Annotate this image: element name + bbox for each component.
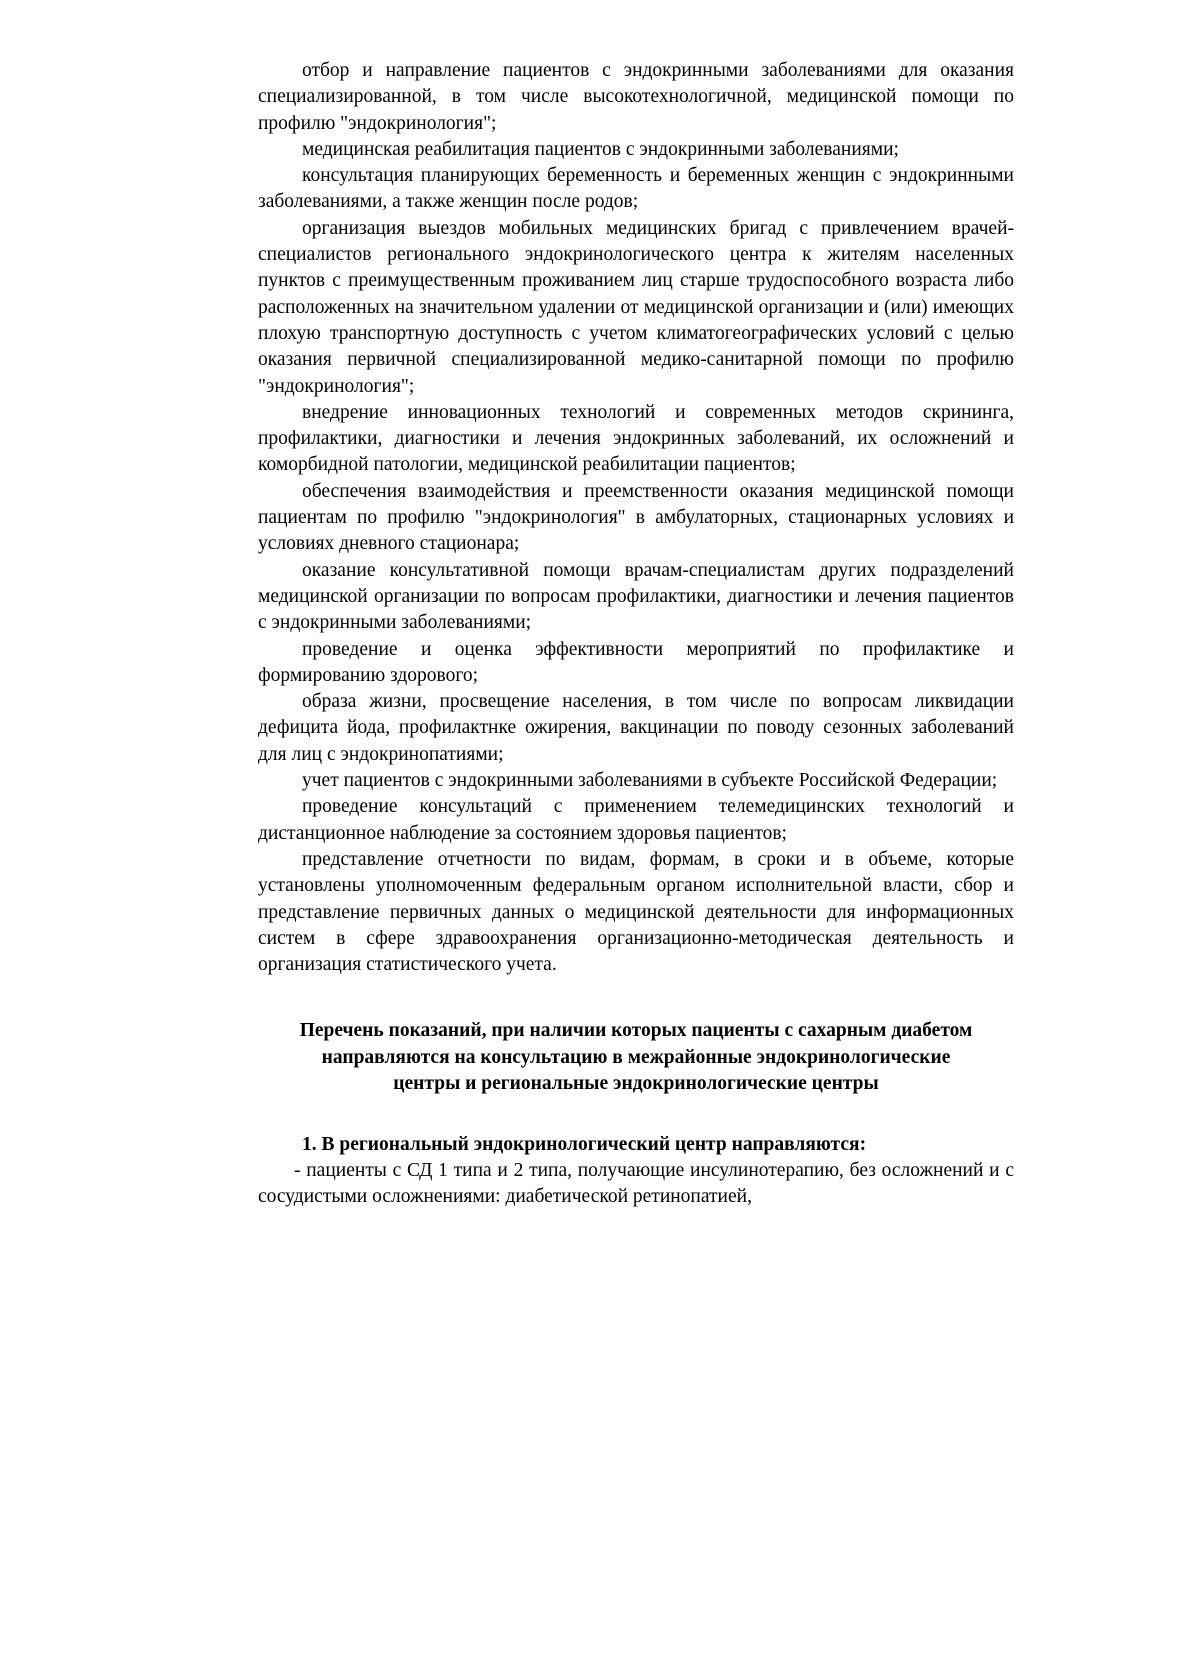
paragraph-pregnancy-consultation: консультация планирующих беременность и беременных женщин с эндокринными заболеваниями, а также женщин после родов; — [258, 165, 1014, 213]
paragraph-innovative-technologies: внедрение инновационных технологий и современных методов скрининга, профилактики, диагностики и лечения эндокринных заболеваний, их осложнений и коморбидной патологии, медицинской реабилитации пациентов; — [258, 401, 1014, 476]
paragraph-consultative-help: оказание консультативной помощи врачам-специалистам других подразделений медицинской организации по вопросам профилактики, диагностики и лечения пациентов с эндокринными заболеваниями; — [258, 559, 1014, 634]
paragraph-patient-registry: учет пациентов с эндокринными заболеваниями в субъекте Российской Федерации; — [302, 770, 998, 792]
document-page — [258, 58, 1014, 1211]
paragraph-reporting: представление отчетности по видам, формам, в сроки и в объеме, которые установлены уполномоченным федеральным органом исполнительной власти, сбор и представление первичных данных о медицинской деятельности для информационных систем в сфере здравоохранения организационно-методическая деятельность и организация статистического учета. — [258, 848, 1014, 976]
paragraph-interaction: обеспечения взаимодействия и преемственности оказания медицинской помощи пациентам по профилю "эндокринология" в амбулаторных, стационарных условиях и условиях дневного стационара; — [258, 480, 1014, 555]
paragraph-prevention-evaluation: проведение и оценка эффективности мероприятий по профилактике и формированию здорового; — [258, 638, 1014, 686]
paragraph-patient-referral: отбор и направление пациентов с эндокринными заболеваниями для оказания специализированной, в том числе высокотехнологичной, медицинской помощи по профилю "эндокринология"; — [258, 60, 1014, 134]
paragraph-telemedicine: проведение консультаций с применением телемедицинских технологий и дистанционное наблюдение за состоянием здоровья пациентов; — [258, 796, 1014, 844]
list-item: - пациенты с СД 1 типа и 2 типа, получающие инсулинотерапию, без осложнений и с сосудистыми осложнениями: диабетической ретинопатией, — [258, 1160, 1014, 1208]
paragraph-lifestyle-education: образа жизни, просвещение населения, в том числе по вопросам ликвидации дефицита йода, профилактнке ожирения, вакцинации по поводу сезонных заболеваний для лиц с эндокринопатиями; — [258, 691, 1014, 765]
section-heading: Перечень показаний, при наличии которых пациенты с сахарным диабетом направляются на консультацию в межрайонные эндокринологические центры и региональные эндокринологические центры — [299, 1020, 973, 1095]
paragraph-rehabilitation: медицинская реабилитация пациентов с эндокринными заболеваниями; — [302, 138, 899, 160]
section-subheading: 1. В региональный эндокринологический центр направляются: — [302, 1133, 867, 1155]
paragraph-mobile-brigades: организация выездов мобильных медицинских бригад с привлечением врачей-специалистов регионального эндокринологического центра к жителям населенных пунктов с преимущественным проживанием лиц старше трудоспособного возраста либо расположенных на значительном удалении от медицинской организации и (или) имеющих плохую транспортную доступность с учетом климатогеографических условий с целью оказания первичной специализированной медико-санитарной помощи по профилю "эндокринология"; — [258, 217, 1014, 397]
